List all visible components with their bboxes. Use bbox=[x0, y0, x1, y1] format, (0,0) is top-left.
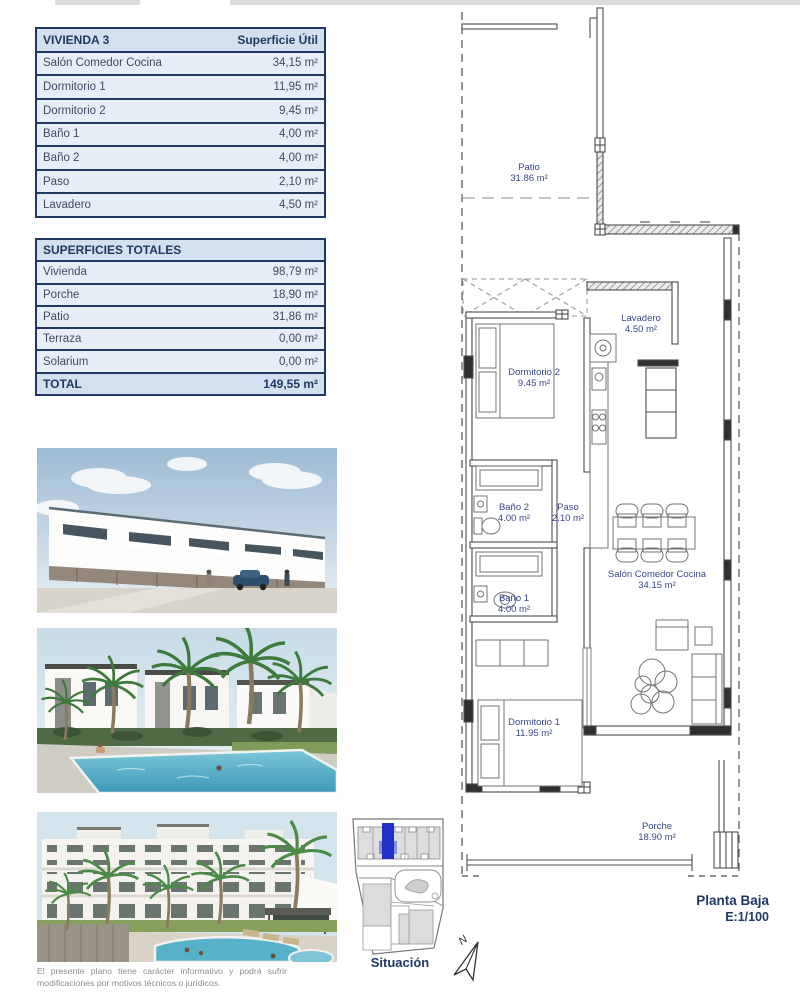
row-label: Paso bbox=[43, 175, 70, 188]
disclaimer-text: El presente plano tiene carácter informativo y podrá sufrir modificaciones por motivos técnicos o jurídicos. bbox=[37, 966, 287, 989]
table-total-row bbox=[37, 372, 324, 394]
vivienda-table bbox=[35, 27, 326, 218]
svg-text:31.86 m²: 31.86 m² bbox=[510, 173, 548, 184]
row-label: TOTAL bbox=[43, 376, 82, 391]
row-label: Terraza bbox=[43, 333, 82, 346]
table-row bbox=[37, 349, 324, 371]
room-label-patio: Patio bbox=[518, 162, 540, 173]
row-value: 11,95 m² bbox=[273, 81, 318, 94]
row-label: Baño 1 bbox=[43, 128, 80, 141]
room-label-lavadero: Lavadero bbox=[621, 313, 661, 324]
small-pool bbox=[289, 950, 333, 962]
svg-text:11.95 m²: 11.95 m² bbox=[515, 728, 553, 739]
table-row bbox=[37, 169, 324, 193]
row-label: Baño 2 bbox=[43, 151, 80, 164]
table-header-right: Superficie Útil bbox=[237, 32, 318, 47]
swimmer bbox=[216, 765, 221, 770]
table-title: VIVIENDA 3 bbox=[43, 32, 110, 47]
page-edge-strip bbox=[55, 0, 140, 5]
building-strip bbox=[358, 823, 440, 859]
table-row bbox=[37, 98, 324, 122]
svg-text:18.90 m²: 18.90 m² bbox=[638, 832, 676, 843]
svg-text:4.50 m²: 4.50 m² bbox=[624, 324, 658, 335]
row-label: Vivienda bbox=[43, 266, 87, 279]
plan-title: Planta Baja bbox=[696, 893, 769, 908]
table-row bbox=[37, 260, 324, 282]
row-value: 2,10 m² bbox=[279, 175, 318, 188]
svg-text:N: N bbox=[456, 933, 471, 948]
room-label-dormitorio1: Dormitorio 1 bbox=[508, 717, 560, 728]
room-label-bano1: Baño 1 bbox=[498, 593, 530, 604]
svg-text:4.00 m²: 4.00 m² bbox=[497, 604, 531, 615]
row-value: 34,15 m² bbox=[272, 57, 318, 70]
row-label: Lavadero bbox=[43, 199, 91, 212]
room-label-dormitorio2: Dormitorio 2 bbox=[508, 367, 560, 378]
north-arrow-icon bbox=[454, 933, 478, 980]
svg-text:2.10 m²: 2.10 m² bbox=[551, 513, 585, 524]
render-photo-apartments bbox=[37, 812, 337, 962]
row-value: 0,00 m² bbox=[279, 333, 318, 346]
situacion-label: Situación bbox=[370, 955, 430, 970]
table-row bbox=[37, 74, 324, 98]
row-value: 18,90 m² bbox=[272, 288, 318, 301]
pool bbox=[71, 750, 337, 793]
plan-caption bbox=[696, 893, 769, 924]
row-label: Solarium bbox=[43, 355, 89, 368]
amenity-area bbox=[395, 870, 441, 902]
plan-scale: E:1/100 bbox=[725, 910, 769, 924]
render-photo-townhouses bbox=[37, 448, 337, 613]
row-label: Salón Comedor Cocina bbox=[43, 57, 162, 70]
room-label-porche: Porche bbox=[641, 821, 673, 832]
highlighted-unit bbox=[382, 823, 394, 859]
fence bbox=[37, 924, 129, 962]
svg-text:9.45 m²: 9.45 m² bbox=[517, 378, 551, 389]
row-value: 4,00 m² bbox=[279, 128, 318, 141]
table-row bbox=[37, 51, 324, 75]
vivienda-table-header bbox=[37, 29, 324, 51]
row-value: 149,55 m² bbox=[263, 376, 318, 391]
row-value: 4,50 m² bbox=[279, 199, 318, 212]
row-label: Dormitorio 1 bbox=[43, 81, 106, 94]
totales-table bbox=[35, 238, 326, 396]
situacion-map bbox=[343, 814, 457, 956]
row-label: Patio bbox=[43, 310, 70, 323]
render-photo-pool-courtyard bbox=[37, 628, 337, 793]
table-row bbox=[37, 192, 324, 216]
table-title: SUPERFICIES TOTALES bbox=[43, 243, 182, 258]
row-label: Dormitorio 2 bbox=[43, 104, 106, 117]
svg-text:4.00 m²: 4.00 m² bbox=[497, 513, 531, 524]
room-label-bano2: Baño 2 bbox=[498, 502, 530, 513]
table-row bbox=[37, 305, 324, 327]
totales-table-header bbox=[37, 240, 324, 260]
row-label: Porche bbox=[43, 288, 80, 301]
table-row bbox=[37, 122, 324, 146]
floorplan bbox=[445, 0, 800, 985]
row-value: 4,00 m² bbox=[279, 151, 318, 164]
row-value: 9,45 m² bbox=[279, 104, 318, 117]
svg-text:34.15 m²: 34.15 m² bbox=[638, 580, 676, 591]
pool bbox=[155, 937, 299, 962]
table-row bbox=[37, 327, 324, 349]
room-label-salon: Salón Comedor Cocina bbox=[607, 569, 707, 580]
row-value: 31,86 m² bbox=[272, 310, 318, 323]
table-row bbox=[37, 283, 324, 305]
room-label-paso: Paso bbox=[557, 502, 579, 513]
row-value: 98,79 m² bbox=[272, 266, 318, 279]
row-value: 0,00 m² bbox=[279, 355, 318, 368]
table-row bbox=[37, 145, 324, 169]
